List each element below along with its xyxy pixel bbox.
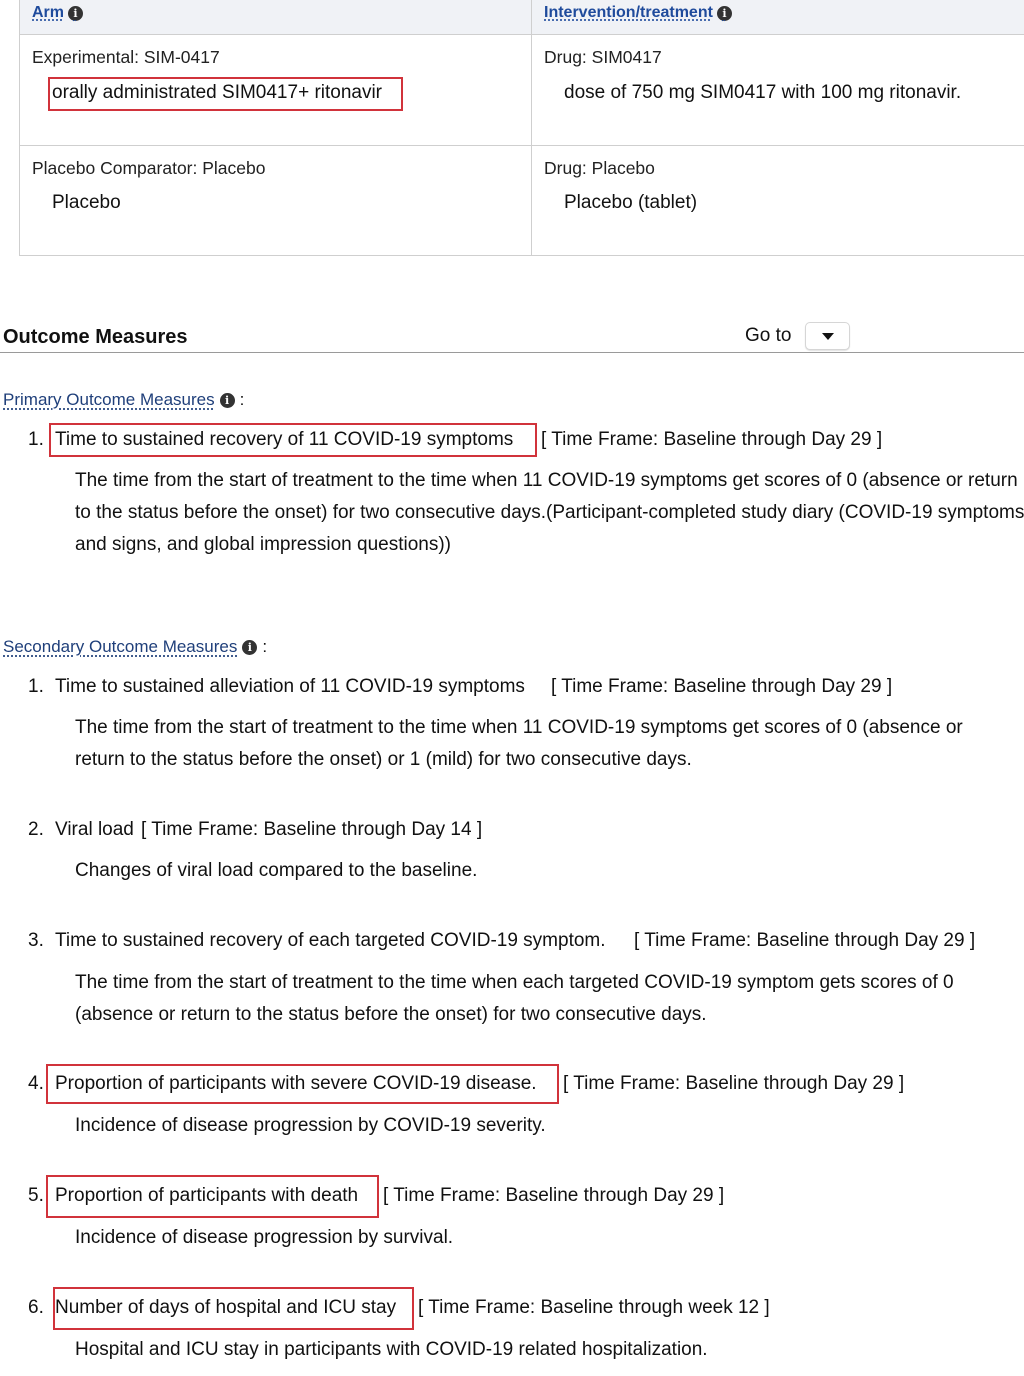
highlight-box bbox=[49, 423, 537, 457]
outcome-description: Incidence of disease progression by COVID-19 severity. bbox=[75, 1115, 546, 1136]
info-icon[interactable]: i bbox=[68, 6, 83, 21]
outcome-description: Hospital and ICU stay in participants with COVID-19 related hospitalization. bbox=[75, 1339, 708, 1360]
list-item-number: 1. bbox=[28, 429, 44, 450]
outcome-title: Proportion of participants with death bbox=[55, 1185, 359, 1206]
list-item-number: 2. bbox=[28, 819, 44, 840]
highlight-box bbox=[46, 1175, 379, 1218]
intervention-description: Placebo (tablet) bbox=[564, 192, 698, 213]
outcome-timeframe: [ Time Frame: Baseline through Day 29 ] bbox=[541, 429, 883, 450]
outcome-title: Time to sustained recovery of each targeted COVID-19 symptom. bbox=[55, 930, 606, 951]
outcome-title: Number of days of hospital and ICU stay bbox=[55, 1297, 397, 1318]
primary-outcome-link[interactable]: Primary Outcome Measures bbox=[3, 390, 215, 409]
arm-title: Placebo Comparator: Placebo bbox=[32, 158, 266, 178]
highlight-box bbox=[53, 1287, 414, 1330]
outcome-title: Viral load bbox=[55, 819, 134, 840]
section-heading-outcome-measures: Outcome Measures bbox=[3, 326, 188, 348]
info-icon[interactable]: i bbox=[242, 640, 257, 655]
goto-label: Go to bbox=[745, 325, 792, 346]
outcome-title: Time to sustained recovery of 11 COVID-19 symptoms bbox=[55, 429, 514, 450]
outcome-description: Changes of viral load compared to the baseline. bbox=[75, 860, 478, 881]
list-item-number: 5. bbox=[28, 1185, 44, 1206]
highlight-box bbox=[48, 77, 403, 111]
outcome-timeframe: [ Time Frame: Baseline through Day 29 ] bbox=[634, 930, 976, 951]
arm-description: Placebo bbox=[52, 192, 121, 213]
intervention-title: Drug: Placebo bbox=[544, 158, 655, 178]
outcome-timeframe: [ Time Frame: Baseline through Day 29 ] bbox=[551, 676, 893, 697]
column-divider bbox=[531, 0, 532, 256]
section-divider bbox=[0, 352, 1024, 353]
info-icon[interactable]: i bbox=[220, 393, 235, 408]
outcome-timeframe: [ Time Frame: Baseline through Day 14 ] bbox=[141, 819, 483, 840]
outcome-description: The time from the start of treatment to the time when each targeted COVID-19 symptom gets scores of 0 (absence or return to the status before the onset) for two consecutive days. bbox=[75, 972, 954, 1025]
arm-description: orally administrated SIM0417+ ritonavir bbox=[52, 82, 383, 103]
caret-down-icon bbox=[822, 333, 834, 340]
list-item-number: 3. bbox=[28, 930, 44, 951]
outcome-title: Time to sustained alleviation of 11 COVID-19 symptoms bbox=[55, 676, 525, 697]
row-divider bbox=[20, 145, 1024, 146]
column-header-arm[interactable]: Arm i bbox=[32, 4, 83, 22]
arm-title: Experimental: SIM-0417 bbox=[32, 47, 220, 67]
list-item-number: 6. bbox=[28, 1297, 44, 1318]
secondary-outcome-link[interactable]: Secondary Outcome Measures bbox=[3, 637, 238, 656]
intervention-title: Drug: SIM0417 bbox=[544, 47, 662, 67]
highlight-box bbox=[46, 1064, 559, 1104]
outcome-description: Incidence of disease progression by survival. bbox=[75, 1227, 454, 1248]
outcome-timeframe: [ Time Frame: Baseline through Day 29 ] bbox=[563, 1073, 905, 1094]
info-icon[interactable]: i bbox=[717, 6, 732, 21]
outcome-timeframe: [ Time Frame: Baseline through Day 29 ] bbox=[383, 1185, 725, 1206]
outcome-timeframe: [ Time Frame: Baseline through week 12 ] bbox=[418, 1297, 770, 1318]
goto-dropdown[interactable] bbox=[805, 322, 850, 350]
list-item-number: 4. bbox=[28, 1073, 44, 1094]
column-header-intervention[interactable]: Intervention/treatment i bbox=[544, 4, 732, 22]
primary-outcome-heading: Primary Outcome Measures i : bbox=[3, 390, 245, 409]
outcome-description: The time from the start of treatment to the time when 11 COVID-19 symptoms get scores of 0 (absence or return to the status before the onset) or 1 (mild) for two consecutive days. bbox=[75, 717, 963, 770]
outcome-title: Proportion of participants with severe COVID-19 disease. bbox=[55, 1073, 537, 1094]
outcome-description: The time from the start of treatment to the time when 11 COVID-19 symptoms get scores of 0 (absence or return to the status before the onset) for two consecutive days.(Participant-completed study diary (COVID-19 symptoms and signs, and global impression questions)) bbox=[75, 470, 1024, 555]
table-header-row bbox=[20, 0, 1024, 35]
secondary-outcome-heading: Secondary Outcome Measures i : bbox=[3, 637, 268, 656]
arms-table bbox=[19, 0, 1024, 256]
list-item-number: 1. bbox=[28, 676, 44, 697]
intervention-description: dose of 750 mg SIM0417 with 100 mg ritonavir. bbox=[564, 82, 962, 103]
